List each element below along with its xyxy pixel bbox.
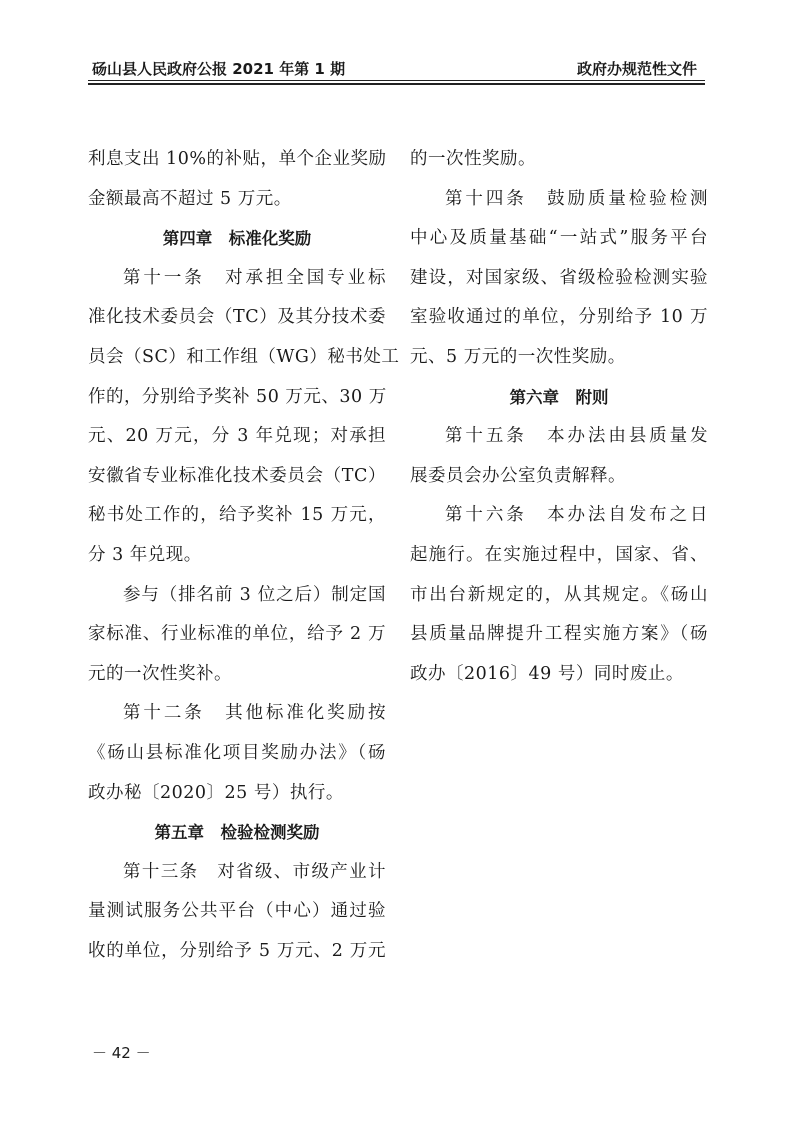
text-line: 第十四条 鼓励质量检验检测 [445,188,708,209]
text-line: 《砀山县标准化项目奖励办法》（砀 [88,742,386,763]
text-line: 第十二条 其他标准化奖励按 [123,703,386,724]
text-line: 秘书处工作的，给予奖补 15 万元， [88,505,386,526]
left-column [88,140,400,971]
text-line: 量测试服务公共平台（中心）通过验 [88,901,386,922]
text-line: 建设，对国家级、省级检验检测实验 [410,267,708,288]
text-line: 元、20 万元，分 3 年兑现；对承担 [88,426,386,447]
right-column [410,140,708,694]
text-line: 员会（SC）和工作组（WG）秘书处工 [88,346,400,367]
text-line: 起施行。在实施过程中，国家、省、 [410,544,708,565]
text-line: 室验收通过的单位，分别给予 10 万 [410,307,708,328]
page-number: － 42 － [92,1044,151,1062]
text-line: 市出台新规定的，从其规定。《砀山 [410,584,708,605]
chapter-heading: 第四章 标准化奖励 [162,229,312,249]
header-rule-thin [88,80,705,81]
text-line: 参与（排名前 3 位之后）制定国 [123,584,386,605]
text-line: 分 3 年兑现。 [88,544,202,565]
chapter-heading: 第五章 检验检测奖励 [154,823,320,843]
header-rule-thick [88,83,705,85]
text-line: 政办〔2016〕49 号）同时废止。 [410,663,684,684]
text-line: 第十五条 本办法由县质量发 [445,426,708,447]
text-line: 政办秘〔2020〕25 号）执行。 [88,782,344,803]
text-line: 第十六条 本办法自发布之日 [445,505,708,526]
chapter-heading: 第六章 附则 [509,387,609,407]
text-line: 作的，分别给予奖补 50 万元、30 万 [88,386,387,407]
text-line: 展委员会办公室负责解释。 [410,465,626,486]
text-line: 金额最高不超过 5 万元。 [88,188,292,209]
text-line: 的一次性奖励。 [410,149,536,169]
text-line: 收的单位，分别给予 5 万元、2 万元 [88,940,386,961]
text-line: 第十三条 对省级、市级产业计 [123,861,386,882]
text-line: 准化技术委员会（TC）及其分技术委 [88,307,386,328]
text-line: 安徽省专业标准化技术委员会（TC） [88,465,386,486]
text-line: 县质量品牌提升工程实施方案》（砀 [410,624,708,645]
text-line: 元的一次性奖补。 [88,663,232,684]
text-line: 利息支出 10%的补贴，单个企业奖励 [88,149,387,169]
text-line: 家标准、行业标准的单位，给予 2 万 [88,624,386,645]
text-line: 中心及质量基础“一站式”服务平台 [410,228,708,249]
text-line: 元、5 万元的一次性奖励。 [410,346,626,367]
text-line: 第十一条 对承担全国专业标 [123,267,386,288]
publication-title: 砀山县人民政府公报 2021 年第 1 期 [92,60,346,78]
document-category: 政府办规范性文件 [576,60,697,78]
